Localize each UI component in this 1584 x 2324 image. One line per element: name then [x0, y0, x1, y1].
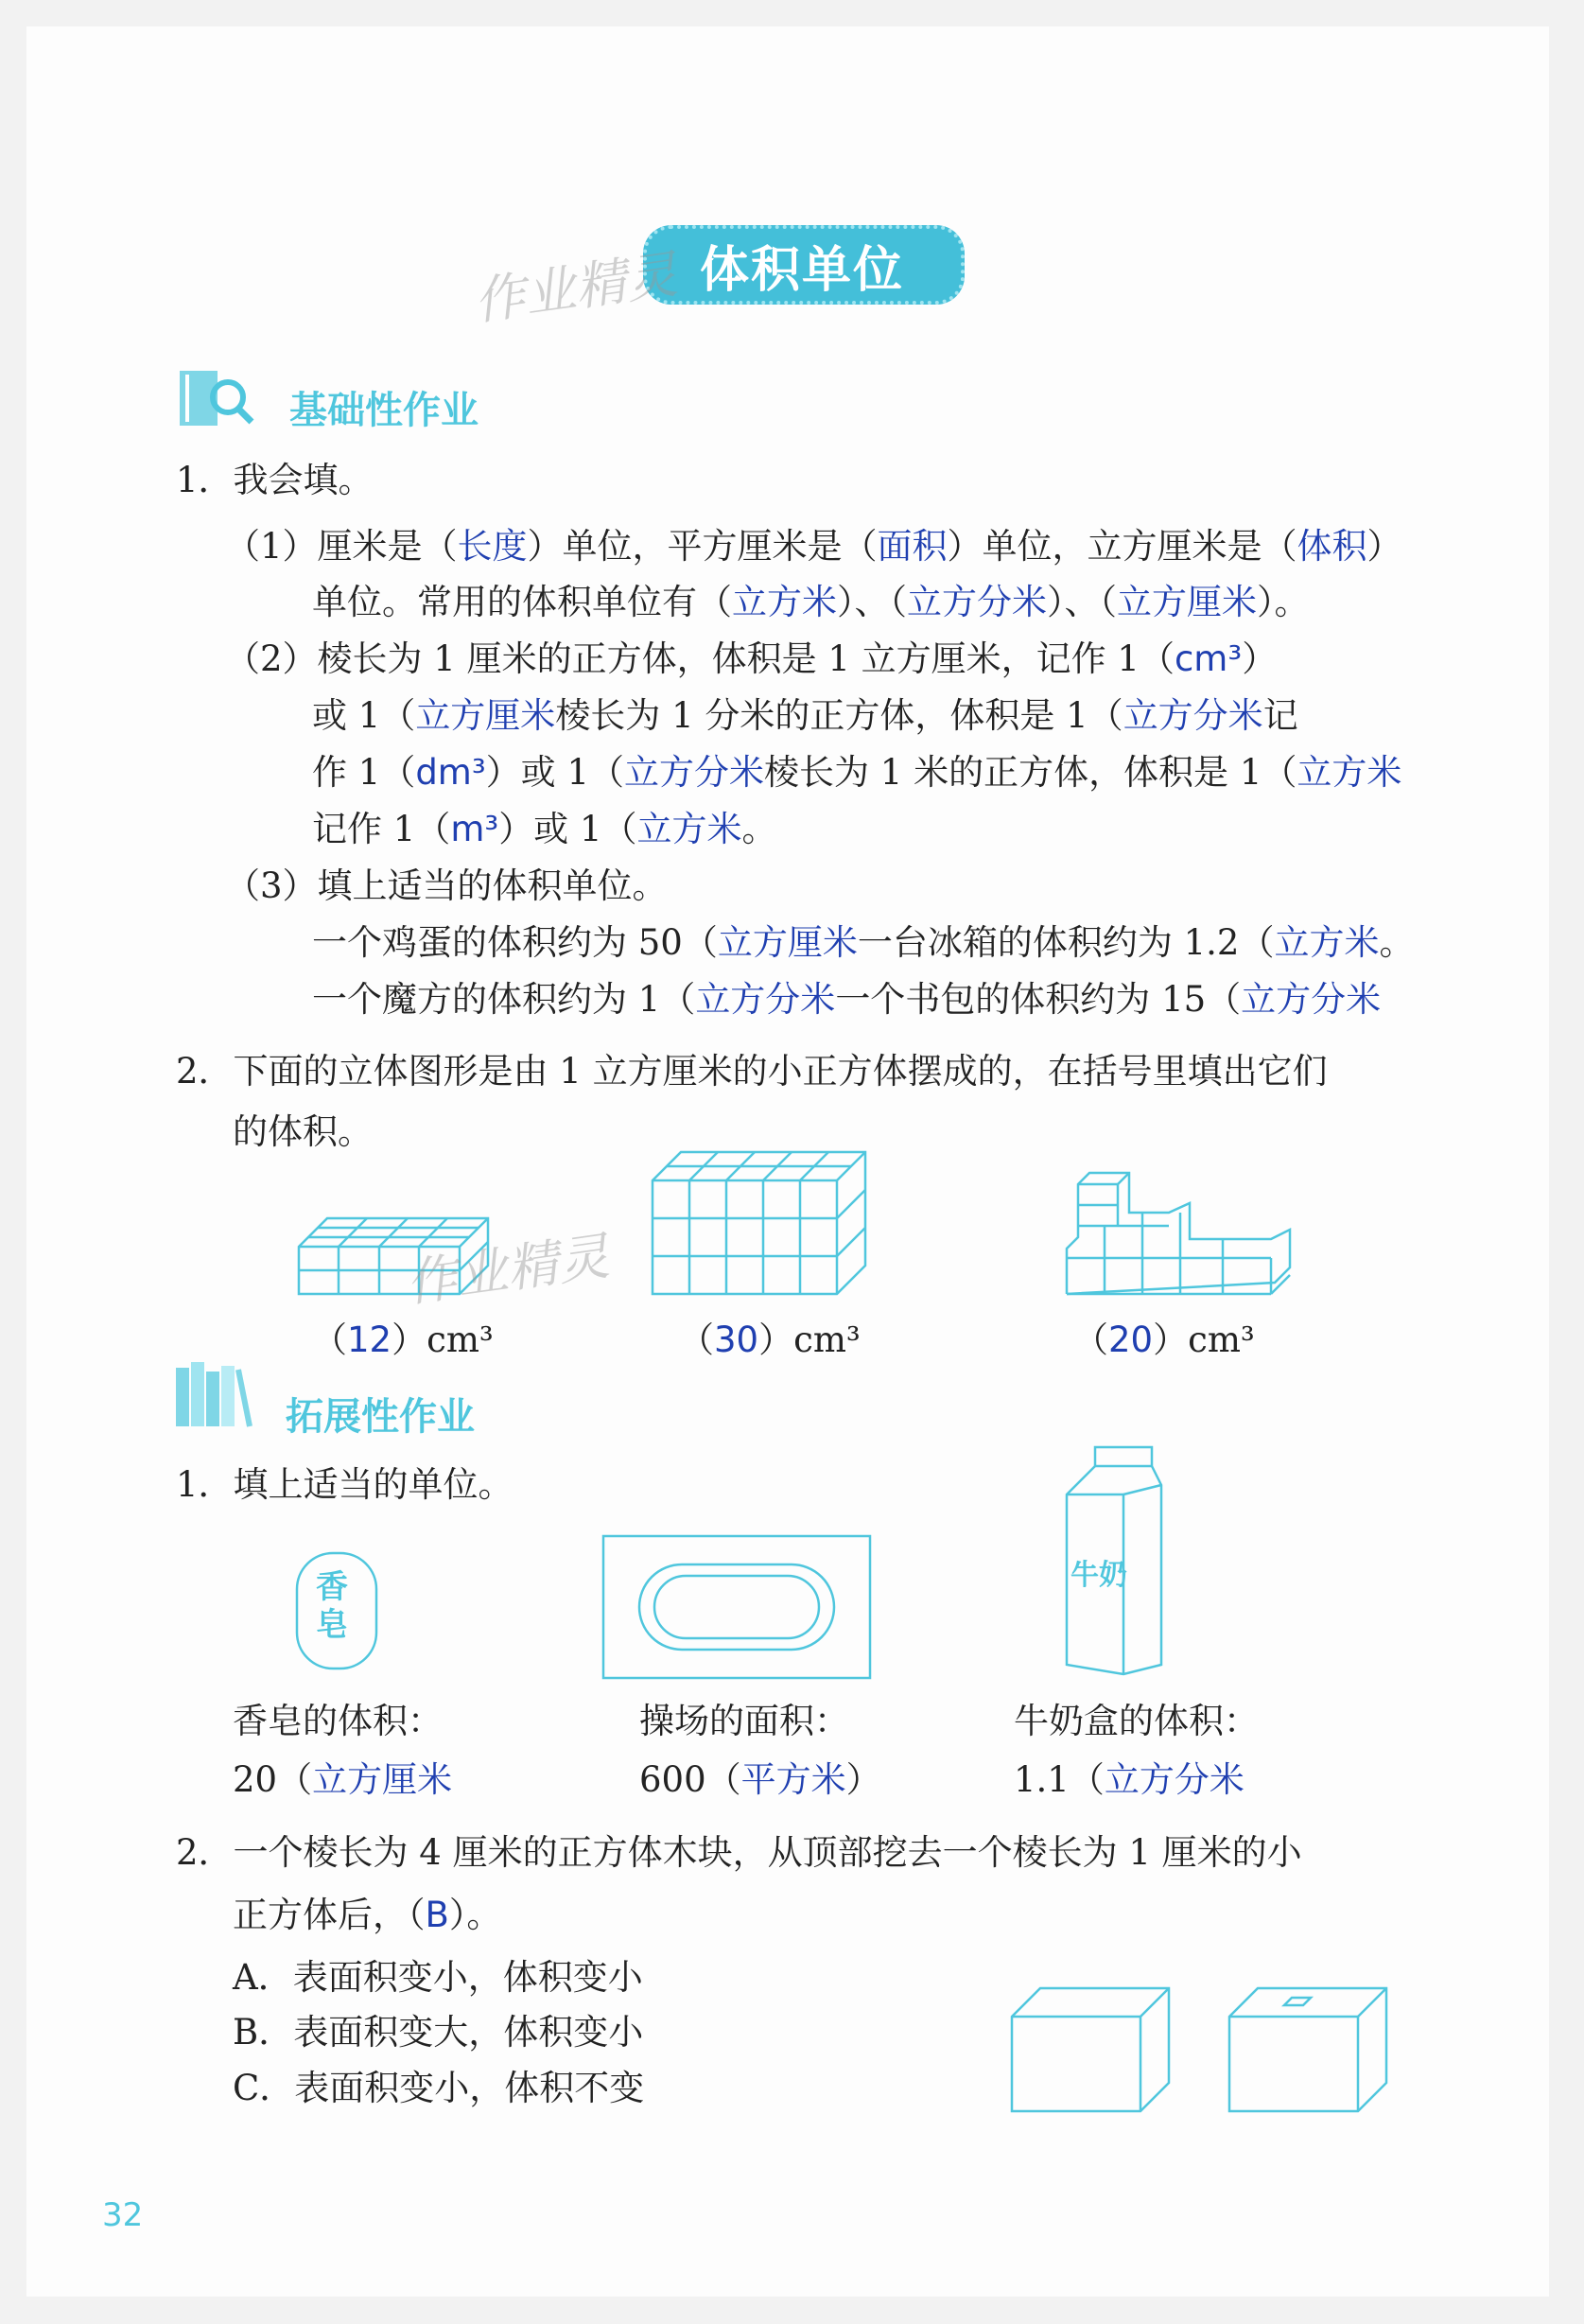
section-basic-title: 基础性作业 — [289, 389, 479, 432]
answer-unit-1: 立方米 — [732, 582, 837, 622]
playground-icon — [601, 1534, 876, 1686]
q2-line2: 的体积。 — [233, 1111, 373, 1152]
milk-volume-answer: 1.1（立方分米 — [1014, 1759, 1245, 1800]
milk-volume-label: 牛奶盒的体积： — [1014, 1701, 1259, 1741]
q1-p2-line4: 记作 1（m³）或 1（立方米。 — [312, 809, 777, 849]
cube-after-icon — [1229, 1988, 1400, 2121]
ext2-option-a: A．表面积变小，体积变小 — [233, 1957, 643, 1998]
q1-p3-heading: （3）填上适当的体积单位。 — [225, 865, 668, 906]
books-icon — [176, 1358, 261, 1434]
playground-area-label: 操场的面积： — [639, 1701, 849, 1741]
cube-before-icon — [1012, 1988, 1182, 2121]
watermark-2: 作业精灵 — [402, 1226, 613, 1314]
ext2-answer: B — [425, 1895, 449, 1935]
q1-p3-line2: 一个魔方的体积约为 1（立方分米一个书包的体积约为 15（立方分米 — [312, 979, 1382, 1020]
q2-answer-1: （12）cm³ — [312, 1319, 494, 1360]
page-number: 32 — [102, 2196, 144, 2234]
q1-p3-line1: 一个鸡蛋的体积约为 50（立方厘米一台冰箱的体积约为 1.2（立方米。 — [312, 922, 1415, 963]
milk-label: 牛奶 — [1071, 1559, 1127, 1592]
q1-heading: 1．我会填。 — [176, 460, 374, 500]
answer-unit-3: 立方厘米 — [1117, 582, 1257, 622]
ext2-option-b: B．表面积变大，体积变小 — [233, 2012, 644, 2053]
q2-answer-3: （20）cm³ — [1073, 1319, 1255, 1360]
ext1-heading: 1．填上适当的单位。 — [176, 1464, 513, 1505]
q1-p1-line1: （1）厘米是（长度）单位，平方厘米是（面积）单位，立方厘米是（体积） — [225, 526, 1402, 567]
playground-area-answer: 600（平方米） — [639, 1759, 881, 1800]
q2-answer-2: （30）cm³ — [679, 1319, 861, 1360]
q1-p2-line2: 或 1（立方厘米棱长为 1 分米的正方体，体积是 1（立方分米记 — [312, 695, 1298, 736]
search-book-icon — [176, 367, 261, 433]
q2-line1: 2．下面的立体图形是由 1 立方厘米的小正方体摆成的，在括号里填出它们 — [176, 1051, 1328, 1092]
answer-area: 面积 — [877, 526, 948, 567]
soap-volume-label: 香皂的体积： — [233, 1701, 443, 1741]
q1-p2-line3: 作 1（dm³）或 1（立方分米棱长为 1 米的正方体，体积是 1（立方米 — [312, 752, 1402, 793]
answer-cm3: cm³ — [1174, 638, 1243, 679]
q1-p1-line2: 单位。常用的体积单位有（立方米）、（立方分米）、（立方厘米）。 — [312, 582, 1310, 622]
cube-figure-2 — [653, 1152, 879, 1303]
soap-label: 香皂 — [316, 1568, 348, 1644]
cube-figure-3 — [1067, 1135, 1294, 1305]
page-title: 体积单位 — [700, 242, 905, 299]
ext2-line2: 正方体后，（B）。 — [233, 1895, 502, 1935]
q1-p2-line1: （2）棱长为 1 厘米的正方体，体积是 1 立方厘米，记作 1（cm³） — [225, 638, 1278, 679]
answer-volume: 体积 — [1297, 526, 1367, 567]
section-extended-title: 拓展性作业 — [286, 1395, 475, 1439]
ext2-option-c: C．表面积变小，体积不变 — [233, 2068, 645, 2108]
answer-unit-2: 立方分米 — [907, 582, 1047, 622]
ext2-line1: 2．一个棱长为 4 厘米的正方体木块，从顶部挖去一个棱长为 1 厘米的小 — [176, 1832, 1302, 1873]
answer-length: 长度 — [457, 526, 528, 567]
watermark: 作业精灵 — [470, 244, 681, 332]
soap-volume-answer: 20（立方厘米 — [233, 1759, 453, 1800]
